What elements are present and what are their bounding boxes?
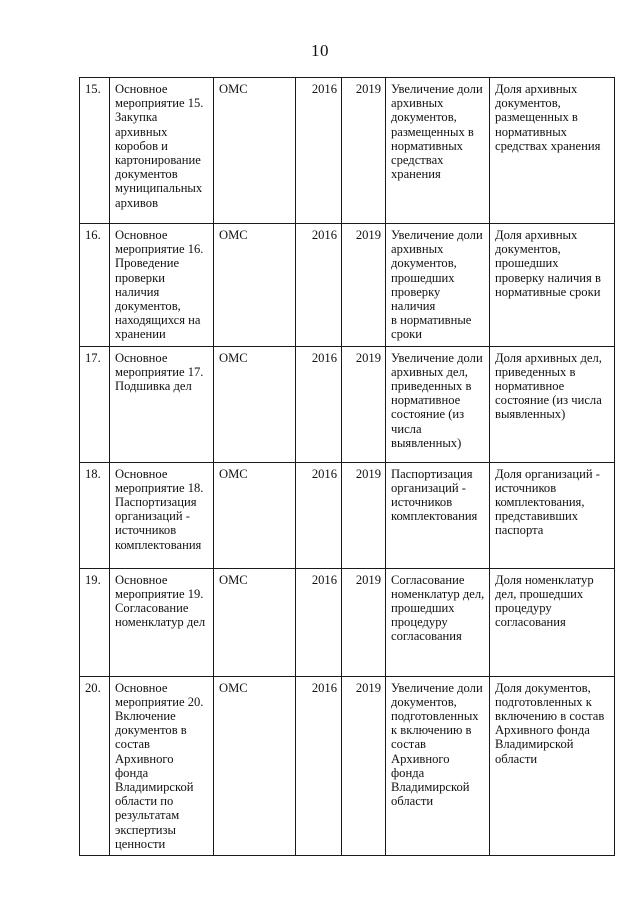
responsible-executor: ОМС	[214, 676, 296, 855]
responsible-executor: ОМС	[214, 346, 296, 462]
responsible-executor: ОМС	[214, 78, 296, 224]
program-events-table	[79, 77, 615, 856]
indicator: Доля архивных дел, приведенных в нормативное состояние (из числа выявленных)	[490, 346, 615, 462]
indicator: Доля архивных документов, размещенных в нормативных средствах хранения	[490, 78, 615, 224]
row-number: 18.	[80, 462, 110, 568]
row-number: 20.	[80, 676, 110, 855]
responsible-executor: ОМС	[214, 568, 296, 676]
event-name: Основное мероприятие 20. Включение документов в состав Архивного фонда Владимирской области по результатам экспертизы ценности	[110, 676, 214, 855]
indicator: Доля организаций - источников комплектования, представивших паспорта	[490, 462, 615, 568]
expected-result: Увеличение доли архивных документов, прошедших проверку наличия в нормативные сроки	[386, 224, 490, 347]
expected-result: Согласование номенклатур дел, прошедших процедуру согласования	[386, 568, 490, 676]
start-year: 2016	[296, 462, 342, 568]
row-number: 19.	[80, 568, 110, 676]
event-name: Основное мероприятие 16. Проведение проверки наличия документов, находящихся на хранении	[110, 224, 214, 347]
responsible-executor: ОМС	[214, 462, 296, 568]
table-row	[80, 346, 615, 462]
indicator: Доля документов, подготовленных к включению в состав Архивного фонда Владимирской области	[490, 676, 615, 855]
start-year: 2016	[296, 676, 342, 855]
end-year: 2019	[342, 568, 386, 676]
end-year: 2019	[342, 224, 386, 347]
event-name: Основное мероприятие 19. Согласование номенклатур дел	[110, 568, 214, 676]
row-number: 16.	[80, 224, 110, 347]
end-year: 2019	[342, 676, 386, 855]
expected-result: Увеличение доли архивных документов, размещенных в нормативных средствах хранения	[386, 78, 490, 224]
expected-result: Увеличение доли архивных дел, приведенных в нормативное состояние (из числа выявленных)	[386, 346, 490, 462]
end-year: 2019	[342, 346, 386, 462]
row-number: 15.	[80, 78, 110, 224]
table-row	[80, 462, 615, 568]
start-year: 2016	[296, 224, 342, 347]
expected-result: Увеличение доли документов, подготовленных к включению в состав Архивного фонда Владимирской области	[386, 676, 490, 855]
table-row	[80, 224, 615, 347]
table-row	[80, 568, 615, 676]
end-year: 2019	[342, 462, 386, 568]
start-year: 2016	[296, 346, 342, 462]
start-year: 2016	[296, 568, 342, 676]
start-year: 2016	[296, 78, 342, 224]
end-year: 2019	[342, 78, 386, 224]
row-number: 17.	[80, 346, 110, 462]
table-row	[80, 78, 615, 224]
responsible-executor: ОМС	[214, 224, 296, 347]
indicator: Доля архивных документов, прошедших проверку наличия в нормативные сроки	[490, 224, 615, 347]
event-name: Основное мероприятие 18. Паспортизация организаций - источников комплектования	[110, 462, 214, 568]
page-number: 10	[311, 41, 329, 60]
expected-result: Паспортизация организаций - источников комплектования	[386, 462, 490, 568]
event-name: Основное мероприятие 17. Подшивка дел	[110, 346, 214, 462]
table-row	[80, 676, 615, 855]
event-name: Основное мероприятие 15. Закупка архивных коробов и картонирование документов муниципальных архивов	[110, 78, 214, 224]
indicator: Доля номенклатур дел, прошедших процедуру согласования	[490, 568, 615, 676]
